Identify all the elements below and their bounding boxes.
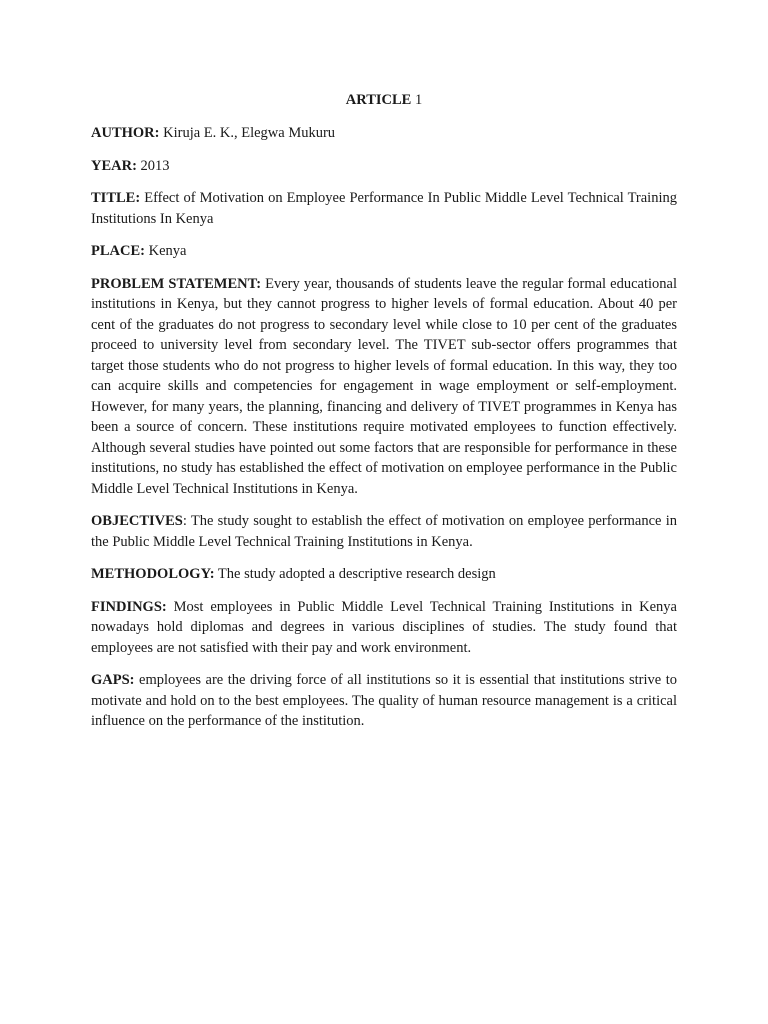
- author-field: [91, 123, 677, 144]
- article-heading-label: ARTICLE: [345, 92, 412, 108]
- place-field: [91, 241, 677, 262]
- problem-statement-label: PROBLEM STATEMENT:: [91, 275, 262, 292]
- title-label: TITLE:: [91, 190, 141, 206]
- objectives-value: : The study sought to establish the effect of motivation on employee performance in the Public Middle Level Technical Training Institutions in Kenya.: [91, 513, 677, 550]
- findings-value: Most employees in Public Middle Level Technical Training Institutions in Kenya nowadays hold diplomas and degrees in various disciplines of studies. The study found that employees are not satisfied with their pay and work environment.: [91, 598, 677, 656]
- problem-statement-field: [91, 274, 677, 500]
- findings-label: FINDINGS:: [91, 598, 167, 615]
- objectives-field: [91, 511, 677, 552]
- article-heading-number: 1: [414, 92, 423, 108]
- title-field: [91, 188, 677, 229]
- year-value: 2013: [140, 157, 170, 174]
- article-heading: [91, 90, 677, 110]
- gaps-field: [91, 670, 677, 732]
- problem-statement-value: Every year, thousands of students leave the regular formal educational institutions in Kenya, but they cannot progress to higher levels of formal education. About 40 per cent of the graduates do not progress to secondary level while close to 10 per cent of the graduates proceed to university level from secondary level. The TIVET sub-sector offers programmes that target those students who do not progress to higher levels of formal education. In this way, they too can acquire skills and competencies for engagement in wage employment or self-employment. However, for many years, the planning, financing and delivery of TIVET programmes in Kenya has been a source of concern. These institutions require motivated employees to function effectively. Although several studies have pointed out some factors that are responsible for performance in these institutions, no study has established the effect of motivation on employee performance in the Public Middle Level Technical Institutions in Kenya.: [91, 275, 677, 497]
- year-label: YEAR:: [91, 157, 137, 174]
- gaps-value: employees are the driving force of all institutions so it is essential that institutions strive to motivate and hold on to the best employees. The quality of human resource management is a critical influence on the performance of the institution.: [91, 672, 678, 729]
- methodology-value: The study adopted a descriptive research design: [217, 566, 496, 582]
- place-value: Kenya: [148, 243, 187, 259]
- findings-field: [91, 597, 677, 659]
- methodology-field: [91, 564, 677, 585]
- document-page: [91, 90, 677, 744]
- objectives-label: OBJECTIVES: [91, 513, 183, 529]
- author-value: Kiruja E. K., Elegwa Mukuru: [163, 125, 336, 141]
- author-label: AUTHOR:: [91, 125, 160, 141]
- year-field: [91, 156, 677, 177]
- place-label: PLACE:: [91, 243, 145, 259]
- methodology-label: METHODOLOGY:: [91, 566, 215, 582]
- gaps-label: GAPS:: [91, 672, 135, 688]
- title-value: Effect of Motivation on Employee Performance In Public Middle Level Technical Training Institutions In Kenya: [91, 190, 677, 227]
